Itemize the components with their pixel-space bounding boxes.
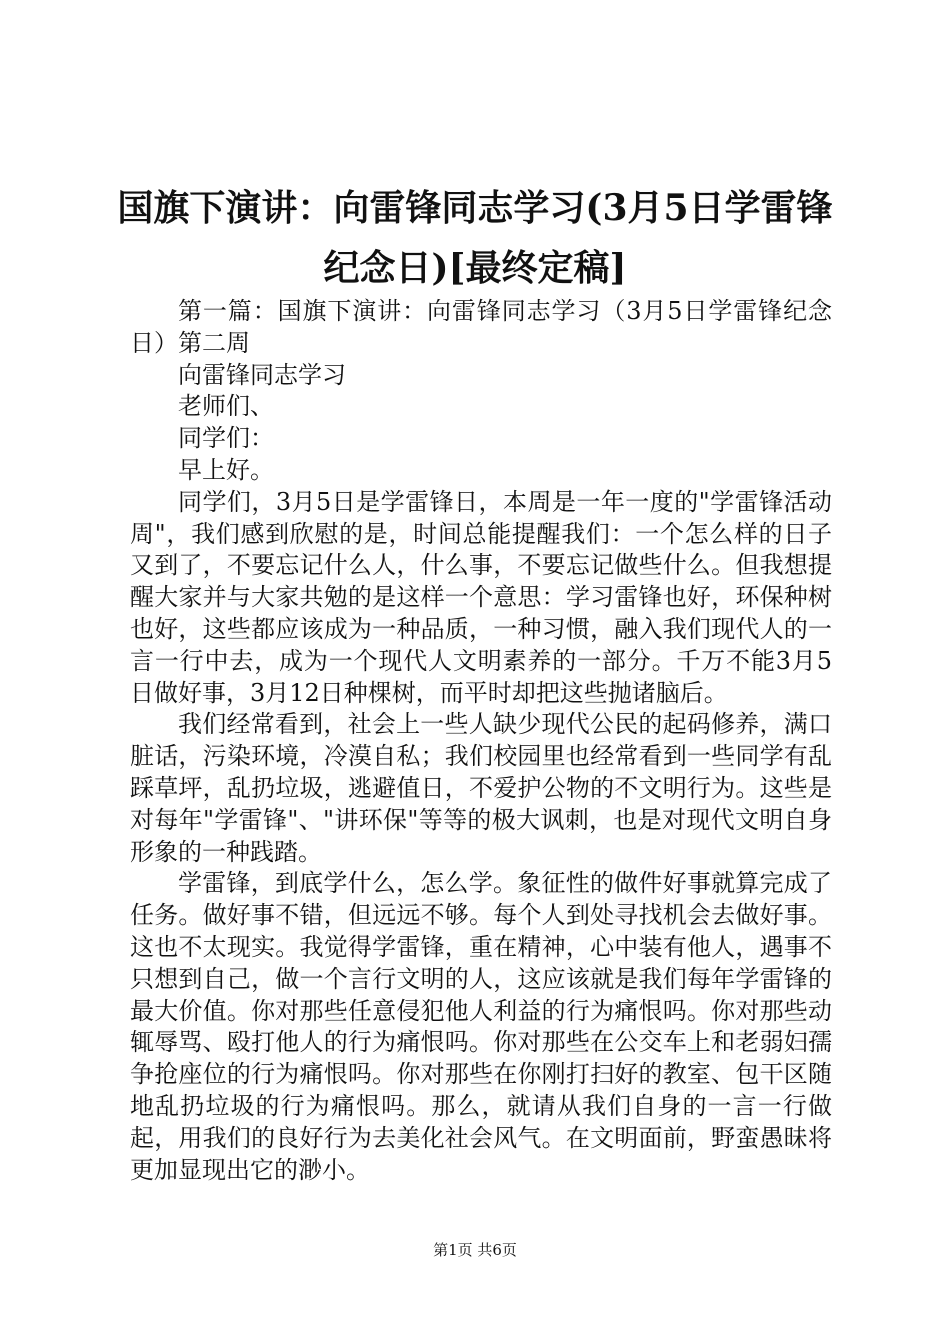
document-title-line-2: 纪念日)[最终定稿] xyxy=(323,247,627,289)
paragraph-body-2: 我们经常看到，社会上一些人缺少现代公民的起码修养，满口脏话，污染环境，冷漠自私；我们校园里也经常看到一些同学有乱踩草坪，乱扔垃圾，逃避值日，不爱护公物的不文明行为。这些是对每年"学雷锋"、"讲环保"等等的极大讽刺，也是对现代文明自身形象的一种践踏。 xyxy=(130,710,832,866)
paragraph-subtitle: 第一篇：国旗下演讲：向雷锋同志学习（3月5日学雷锋纪念日）第二周 xyxy=(130,297,832,357)
paragraph-greeting-students: 同学们： xyxy=(178,424,274,453)
paragraph-body-1: 同学们，3月5日是学雷锋日，本周是一年一度的"学雷锋活动周"，我们感到欣慰的是，时间总能提醒我们：一个怎么样的日子又到了，不要忘记什么人，什么事，不要忘记做些什么。但我想提醒大家并与大家共勉的是这样一个意思：学习雷锋也好，环保种树也好，这些都应该成为一种品质，一种习惯，融入我们现代人的一言一行中去，成为一个现代人文明素养的一部分。千万不能3月5日做好事，3月12日种棵树，而平时却把这些抛诸脑后。 xyxy=(130,487,832,707)
document-title-line-1: 国旗下演讲：向雷锋同志学习(3月5日学雷锋 xyxy=(117,187,833,229)
paragraph-greeting-teachers: 老师们、 xyxy=(178,392,274,421)
paragraph-body-3: 学雷锋，到底学什么，怎么学。象征性的做件好事就算完成了任务。做好事不错，但远远不够。每个人到处寻找机会去做好事。这也不太现实。我觉得学雷锋，重在精神，心中装有他人，遇事不只想到自己，做一个言行文明的人，这应该就是我们每年学雷锋的最大价值。你对那些任意侵犯他人利益的行为痛恨吗。你对那些动辄辱骂、殴打他人的行为痛恨吗。你对那些在公交车上和老弱妇孺争抢座位的行为痛恨吗。你对那些在你刚打扫好的教室、包干区随地乱扔垃圾的行为痛恨吗。那么，就请从我们自身的一言一行做起，用我们的良好行为去美化社会风气。在文明面前，野蛮愚昧将更加显现出它的渺小。 xyxy=(130,869,832,1184)
page-number-footer: 第1页 共6页 xyxy=(433,1241,517,1259)
document-body xyxy=(130,296,832,1186)
paragraph-heading: 向雷锋同志学习 xyxy=(178,360,346,389)
paragraph-good-morning: 早上好。 xyxy=(178,455,274,484)
